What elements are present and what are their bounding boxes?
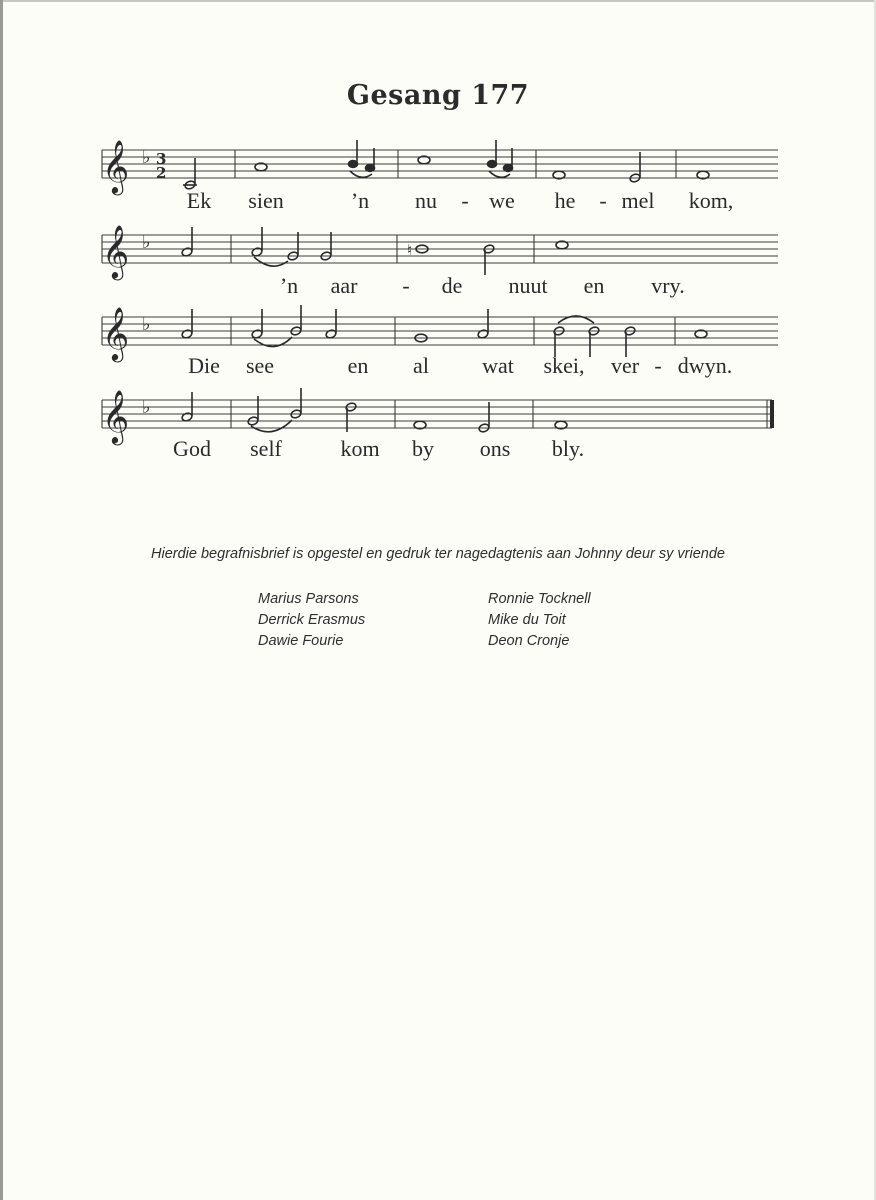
lyric-syllable: we [489, 188, 515, 213]
hymn-title: Gesang 177 [346, 80, 530, 111]
staff-2 [98, 215, 782, 278]
staff-4 [98, 380, 782, 443]
music-system-4 [98, 380, 782, 460]
friend-name: Marius Parsons [258, 591, 359, 607]
staff-3 [98, 297, 782, 360]
treble-clef-icon: 𝄞 [102, 306, 130, 360]
music-system-3 [98, 297, 782, 377]
friend-name: Ronnie Tocknell [488, 591, 591, 607]
dedication-text: Hierdie begrafnisbrief is opgestel en gedruk ter nagedagtenis aan Johnny deur sy vriende [151, 546, 725, 562]
lyric-syllable: see [245, 353, 275, 378]
staff-1 [98, 130, 782, 193]
lyric-syllable: by [412, 436, 434, 461]
lyric-syllable: ’n [350, 188, 370, 213]
flat-icon: ♭ [142, 314, 151, 335]
lyric-syllable: sien [248, 188, 284, 213]
lyric-syllable: bly. [551, 436, 585, 461]
treble-clef-icon: 𝄞 [102, 139, 130, 193]
flat-icon: ♭ [142, 397, 151, 418]
lyric-syllable: Ek [186, 188, 212, 213]
treble-clef-icon: 𝄞 [102, 224, 130, 278]
lyric-syllable: vry. [651, 273, 685, 298]
page-edge-top [0, 0, 876, 2]
flat-icon: ♭ [142, 147, 151, 168]
lyric-hyphen: - [402, 273, 410, 298]
flat-icon: ♭ [142, 232, 151, 253]
page-edge-left [0, 0, 3, 1200]
final-barline [770, 400, 774, 428]
lyric-syllable: de [441, 273, 463, 298]
lyric-syllable: ’n [279, 273, 299, 298]
friend-name: Deon Cronje [488, 633, 570, 649]
friends-list-left [258, 589, 365, 652]
music-system-2 [98, 215, 782, 298]
lyric-syllable: kom [340, 436, 380, 461]
friend-name: Dawie Fourie [258, 633, 344, 649]
lyric-syllable: en [583, 273, 605, 298]
friend-name: Derrick Erasmus [258, 612, 366, 628]
svg-text:2: 2 [156, 164, 167, 182]
lyric-syllable: aar [330, 273, 358, 298]
treble-clef-icon: 𝄞 [102, 389, 130, 443]
lyric-syllable: nu [415, 188, 437, 213]
lyric-syllable: he [554, 188, 576, 213]
lyric-syllable: self [250, 436, 282, 461]
music-system-1 [98, 130, 782, 213]
lyric-syllable: ons [479, 436, 511, 461]
lyric-syllable: en [347, 353, 369, 378]
friend-name: Mike du Toit [488, 612, 566, 628]
lyric-syllable: ver [610, 353, 640, 378]
natural-icon: ♮ [407, 241, 413, 259]
lyric-hyphen: - [461, 188, 469, 213]
lyric-hyphen: - [599, 188, 607, 213]
lyric-hyphen: - [654, 353, 662, 378]
lyric-syllable: wat [482, 353, 514, 378]
lyric-syllable: dwyn. [677, 353, 733, 378]
lyric-syllable: Die [188, 353, 220, 378]
lyric-syllable: al [413, 353, 429, 378]
friends-list-right [488, 589, 591, 652]
lyric-syllable: skei, [543, 353, 585, 378]
lyric-syllable: mel [621, 188, 655, 213]
time-signature: 3 [156, 150, 167, 168]
lyric-syllable: God [173, 436, 211, 461]
lyric-syllable: kom, [688, 188, 734, 213]
lyric-syllable: nuut [508, 273, 548, 298]
